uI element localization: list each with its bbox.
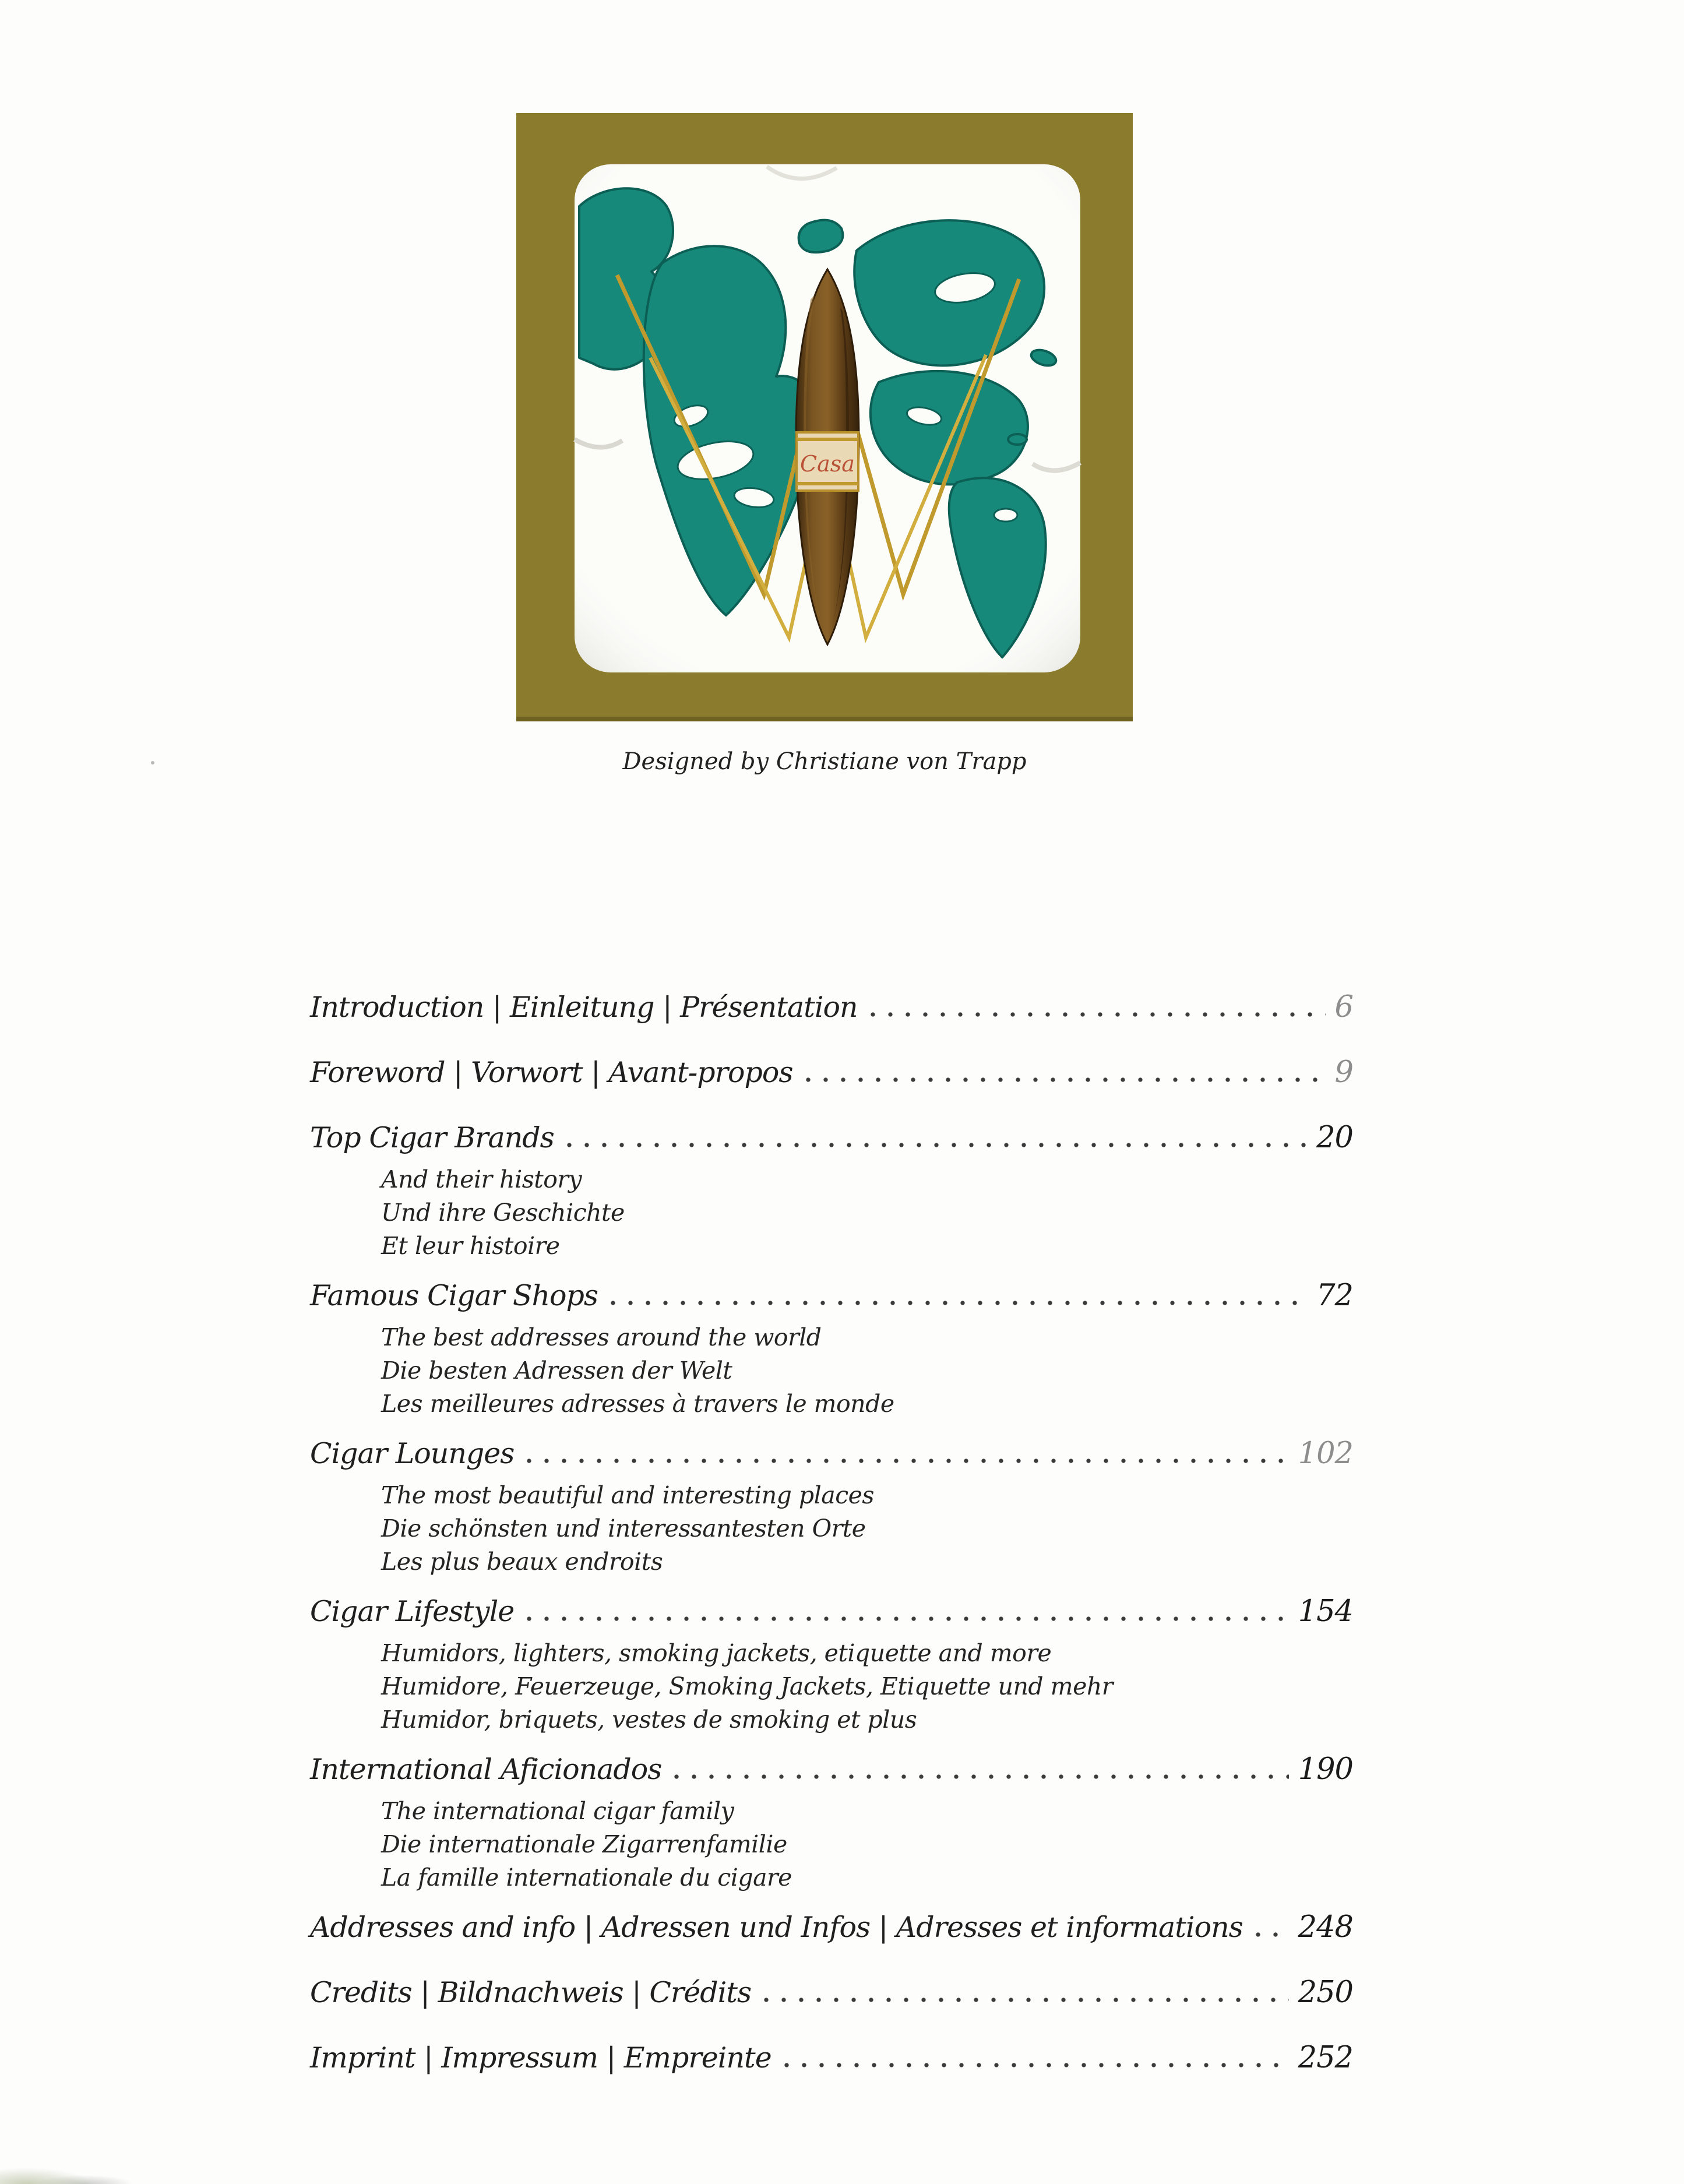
page-corner-smudge (0, 2143, 175, 2184)
toc-page-number: 250 (1298, 1975, 1353, 2010)
toc-entry-main (310, 1278, 1353, 1314)
toc-list (310, 989, 1353, 2076)
toc-entry-title: Imprint | Impressum | Empreinte (310, 2041, 771, 2074)
toc-subtitle: The best addresses around the world (381, 1323, 822, 1351)
dot-leader (764, 1998, 1289, 2003)
toc-page-number: 252 (1298, 2041, 1353, 2075)
toc-page-number: 72 (1316, 1278, 1353, 1313)
dot-leader (784, 2063, 1289, 2068)
toc-subtitles (310, 1637, 1353, 1736)
toc-entry (310, 1120, 1353, 1263)
toc-entry (310, 2040, 1353, 2076)
toc-subtitle: The most beautiful and interesting places (381, 1481, 874, 1509)
photo-caption: Designed by Christiane von Trapp (622, 748, 1027, 775)
toc-entry-title: Famous Cigar Shops (310, 1279, 598, 1312)
dot-leader (806, 1077, 1326, 1083)
toc-entry-main (310, 1055, 1353, 1091)
toc-entry (310, 989, 1353, 1026)
toc-subtitle: Humidors, lighters, smoking jackets, etiquette and more (381, 1639, 1052, 1667)
toc-entry-title: Addresses and info | Adressen und Infos | Adresses et informations (310, 1911, 1243, 1944)
ashtray-illustration (516, 113, 1133, 721)
toc-subtitle: Und ihre Geschichte (381, 1199, 625, 1227)
toc-page-number: 248 (1298, 1910, 1353, 1945)
toc-subtitles (310, 1795, 1353, 1894)
toc-page-number: 190 (1298, 1752, 1353, 1787)
toc-entry-main (310, 1910, 1353, 1946)
dot-leader (527, 1459, 1288, 1464)
toc-subtitle: Humidore, Feuerzeuge, Smoking Jackets, Etiquette und mehr (381, 1672, 1113, 1700)
toc-entry-title: Cigar Lifestyle (310, 1595, 515, 1628)
print-artifact-dot (151, 761, 154, 765)
toc-subtitles (310, 1479, 1353, 1579)
dot-leader (674, 1774, 1288, 1780)
toc-entry-title: Credits | Bildnachweis | Crédits (310, 1976, 752, 2009)
dot-leader (527, 1616, 1288, 1622)
toc-page-number: 20 (1316, 1121, 1353, 1155)
toc-page-number: 154 (1298, 1594, 1353, 1629)
dot-leader (567, 1143, 1307, 1148)
toc-page-number: 6 (1334, 990, 1353, 1024)
toc-entry (310, 1594, 1353, 1736)
dot-leader (871, 1012, 1326, 1017)
toc-entry (310, 1752, 1353, 1894)
toc-entry (310, 1436, 1353, 1579)
toc-entry-main (310, 1120, 1353, 1156)
toc-subtitle: The international cigar family (381, 1797, 734, 1825)
toc-entry-title: Introduction | Einleitung | Présentation (310, 991, 858, 1024)
toc-entry (310, 1055, 1353, 1091)
toc-entry (310, 1910, 1353, 1946)
ashtray-photo (516, 113, 1133, 721)
toc-subtitle: Die schönsten und interessantesten Orte (381, 1514, 866, 1542)
toc-subtitles (310, 1163, 1353, 1263)
table-of-contents (310, 989, 1353, 2105)
cigar-band-label: Casa (800, 451, 855, 477)
toc-entry-title: Foreword | Vorwort | Avant-propos (310, 1056, 793, 1089)
toc-entry-main (310, 1594, 1353, 1630)
dot-leader (611, 1301, 1307, 1306)
toc-entry-title: Top Cigar Brands (310, 1121, 554, 1154)
toc-entry-main (310, 2040, 1353, 2076)
toc-subtitle: Die internationale Zigarrenfamilie (381, 1830, 787, 1858)
toc-page-number: 102 (1298, 1436, 1353, 1471)
toc-entry (310, 1278, 1353, 1421)
toc-entry-title: Cigar Lounges (310, 1437, 515, 1470)
toc-subtitle: Die besten Adressen der Welt (381, 1357, 732, 1385)
toc-subtitle: Les plus beaux endroits (381, 1548, 663, 1576)
toc-entry-title: International Aficionados (310, 1753, 662, 1786)
toc-entry-main (310, 1975, 1353, 2011)
toc-subtitle: Humidor, briquets, vestes de smoking et plus (381, 1706, 917, 1734)
toc-page-number: 9 (1334, 1055, 1353, 1090)
toc-subtitles (310, 1321, 1353, 1421)
toc-entry (310, 1975, 1353, 2011)
toc-subtitle: Et leur histoire (381, 1232, 560, 1260)
dot-leader (1256, 1932, 1289, 1938)
toc-entry-main (310, 1436, 1353, 1472)
toc-entry-main (310, 989, 1353, 1026)
toc-subtitle: And their history (381, 1165, 582, 1193)
toc-subtitle: Les meilleures adresses à travers le monde (381, 1390, 894, 1418)
toc-entry-main (310, 1752, 1353, 1788)
toc-subtitle: La famille internationale du cigare (381, 1864, 792, 1891)
cigar-band (797, 432, 858, 491)
